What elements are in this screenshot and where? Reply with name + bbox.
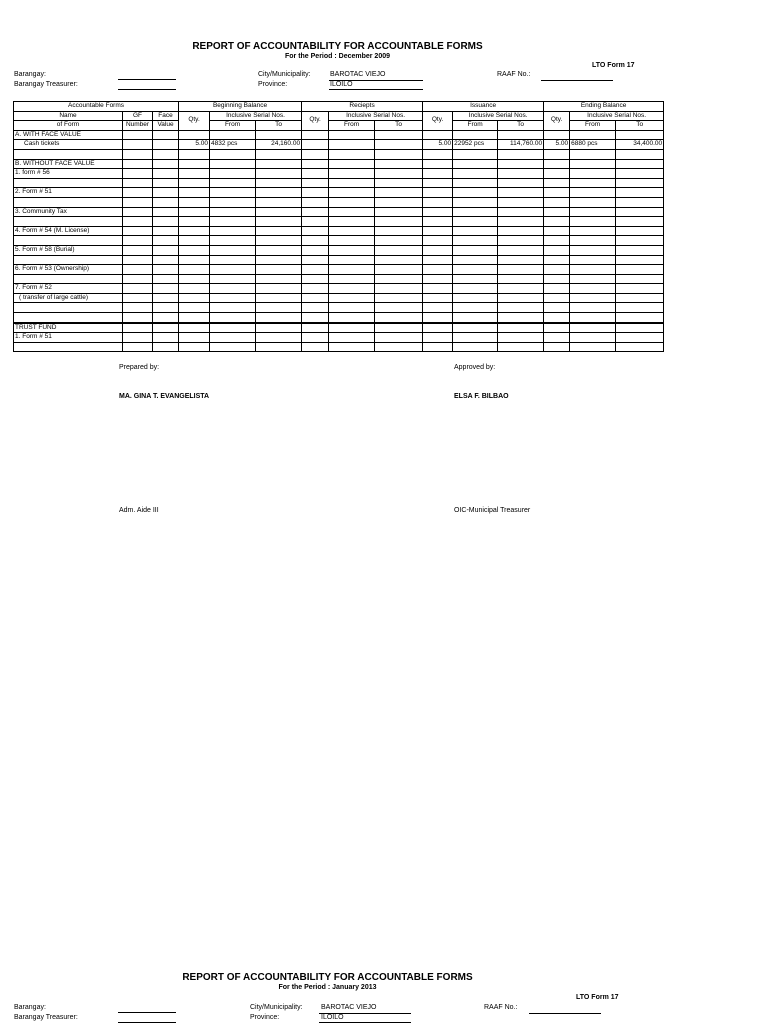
- row-label: Cash tickets: [14, 140, 123, 150]
- table-row: [14, 226, 664, 236]
- city-label: City/Municipality:: [258, 71, 311, 78]
- report2-barangay-field[interactable]: [118, 1012, 176, 1013]
- table-row: [14, 245, 664, 255]
- col-iss-qty: Qty.: [423, 111, 453, 130]
- table-row: [14, 178, 664, 188]
- col-iss-serial: Inclusive Serial Nos.: [453, 111, 544, 121]
- col-name: Name: [14, 111, 123, 121]
- end-qty: 5.00: [544, 140, 570, 150]
- group-receipts: Reciepts: [302, 102, 423, 112]
- form-code: LTO Form 17: [592, 62, 635, 69]
- table-row: [14, 188, 664, 198]
- col-rec-serial: Inclusive Serial Nos.: [329, 111, 423, 121]
- table-row: [14, 236, 664, 246]
- table-row: [14, 217, 664, 227]
- col-beg-serial: Inclusive Serial Nos.: [210, 111, 302, 121]
- table-row: [14, 207, 664, 217]
- col-beg-to: To: [256, 121, 302, 131]
- col-rec-from: From: [329, 121, 375, 131]
- report-title: REPORT OF ACCOUNTABILITY FOR ACCOUNTABLE FORMS: [192, 41, 483, 52]
- table-row: [14, 303, 664, 313]
- row-label: A. WITH FACE VALUE: [14, 130, 123, 140]
- city-value: BAROTAC VIEJO: [330, 71, 386, 78]
- prepared-by-title: Adm. Aide III: [119, 507, 159, 514]
- col-beg-qty: Qty.: [179, 111, 210, 130]
- table-row: [14, 149, 664, 159]
- province-value: ILOILO: [330, 81, 353, 88]
- table-row: [14, 265, 664, 275]
- iss-from: 22952 pcs: [453, 140, 498, 150]
- group-beginning: Beginning Balance: [179, 102, 302, 112]
- col-iss-from: From: [453, 121, 498, 131]
- report2-city-label: City/Municipality:: [250, 1004, 303, 1011]
- col-gf: GF: [123, 111, 153, 121]
- treasurer-field[interactable]: [118, 89, 176, 90]
- col-value: Value: [153, 121, 179, 131]
- table-row: [14, 274, 664, 284]
- beg-qty: 5.00: [179, 140, 210, 150]
- barangay-field[interactable]: [118, 79, 176, 80]
- table-row: [14, 323, 664, 333]
- end-to: 34,400.00: [616, 140, 664, 150]
- row-label: 4. Form # 54 (M. License): [14, 226, 123, 236]
- treasurer-label: Barangay Treasurer:: [14, 81, 78, 88]
- table-row-cash-tickets: [14, 140, 664, 150]
- col-beg-from: From: [210, 121, 256, 131]
- prepared-by-name: MA. GINA T. EVANGELISTA: [119, 393, 210, 400]
- row-label: 1. form # 56: [14, 169, 123, 179]
- report2-form-code: LTO Form 17: [576, 994, 619, 1001]
- approved-by-label: Approved by:: [454, 364, 496, 371]
- col-rec-qty: Qty.: [302, 111, 329, 130]
- col-end-from: From: [570, 121, 616, 131]
- report2-province-underline: [319, 1022, 411, 1023]
- approved-by-name: ELSA F. BILBAO: [454, 393, 509, 400]
- report-period: For the Period : December 2009: [284, 53, 391, 60]
- report2-raaf-field[interactable]: [529, 1013, 601, 1014]
- row-label: 5. Form # 58 (Burial): [14, 245, 123, 255]
- row-label: 1. Form # 51: [14, 333, 123, 343]
- group-accountable: Accountable Forms: [14, 102, 179, 112]
- table-row: [14, 313, 664, 323]
- report2-barangay-label: Barangay:: [14, 1004, 46, 1011]
- table-row: [14, 293, 664, 303]
- col-iss-to: To: [498, 121, 544, 131]
- province-label: Province:: [258, 81, 288, 88]
- group-issuance: Issuance: [423, 102, 544, 112]
- table-row: [14, 284, 664, 294]
- header-row-groups: [14, 102, 664, 112]
- table-row: [14, 159, 664, 169]
- table-row: [14, 169, 664, 179]
- col-end-qty: Qty.: [544, 111, 570, 130]
- iss-to: 114,760.00: [498, 140, 544, 150]
- row-label: 6. Form # 53 (Ownership): [14, 265, 123, 275]
- province-underline: [329, 89, 423, 90]
- col-face: Face: [153, 111, 179, 121]
- row-label: ( transfer of large cattle): [14, 293, 123, 303]
- report2-city-value: BAROTAC VIEJO: [321, 1004, 377, 1011]
- beg-to: 24,160.00: [256, 140, 302, 150]
- header-row-sub1: [14, 111, 664, 121]
- col-end-to: To: [616, 121, 664, 131]
- barangay-label: Barangay:: [14, 71, 46, 78]
- col-number: Number: [123, 121, 153, 131]
- report2-province-label: Province:: [250, 1014, 280, 1021]
- col-of-form: of Form: [14, 121, 123, 131]
- row-label: 2. Form # 51: [14, 188, 123, 198]
- iss-qty: 5.00: [423, 140, 453, 150]
- table-row: [14, 255, 664, 265]
- col-end-serial: Inclusive Serial Nos.: [570, 111, 664, 121]
- report2-raaf-label: RAAF No.:: [484, 1004, 518, 1011]
- table-row: [14, 333, 664, 343]
- beg-from: 4832 pcs: [210, 140, 256, 150]
- table-row: [14, 130, 664, 140]
- end-from: 6880 pcs: [570, 140, 616, 150]
- row-label: B. WITHOUT FACE VALUE: [14, 159, 123, 169]
- report2-period: For the Period : January 2013: [278, 984, 377, 991]
- row-label: 3. Community Tax: [14, 207, 123, 217]
- report2-province-value: ILOILO: [321, 1014, 344, 1021]
- raaf-field[interactable]: [541, 80, 613, 81]
- report2-treasurer-field[interactable]: [118, 1022, 176, 1023]
- table-row: [14, 342, 664, 352]
- row-label: TRUST FUND: [14, 323, 123, 333]
- raaf-label: RAAF No.:: [497, 71, 531, 78]
- col-rec-to: To: [375, 121, 423, 131]
- report2-treasurer-label: Barangay Treasurer:: [14, 1014, 78, 1021]
- table-row: [14, 197, 664, 207]
- row-label: 7. Form # 52: [14, 284, 123, 294]
- group-ending: Ending Balance: [544, 102, 664, 112]
- prepared-by-label: Prepared by:: [119, 364, 160, 371]
- approved-by-title: OIC-Municipal Treasurer: [454, 507, 531, 514]
- accountability-table: [13, 101, 664, 352]
- report2-title: REPORT OF ACCOUNTABILITY FOR ACCOUNTABLE FORMS: [182, 972, 473, 983]
